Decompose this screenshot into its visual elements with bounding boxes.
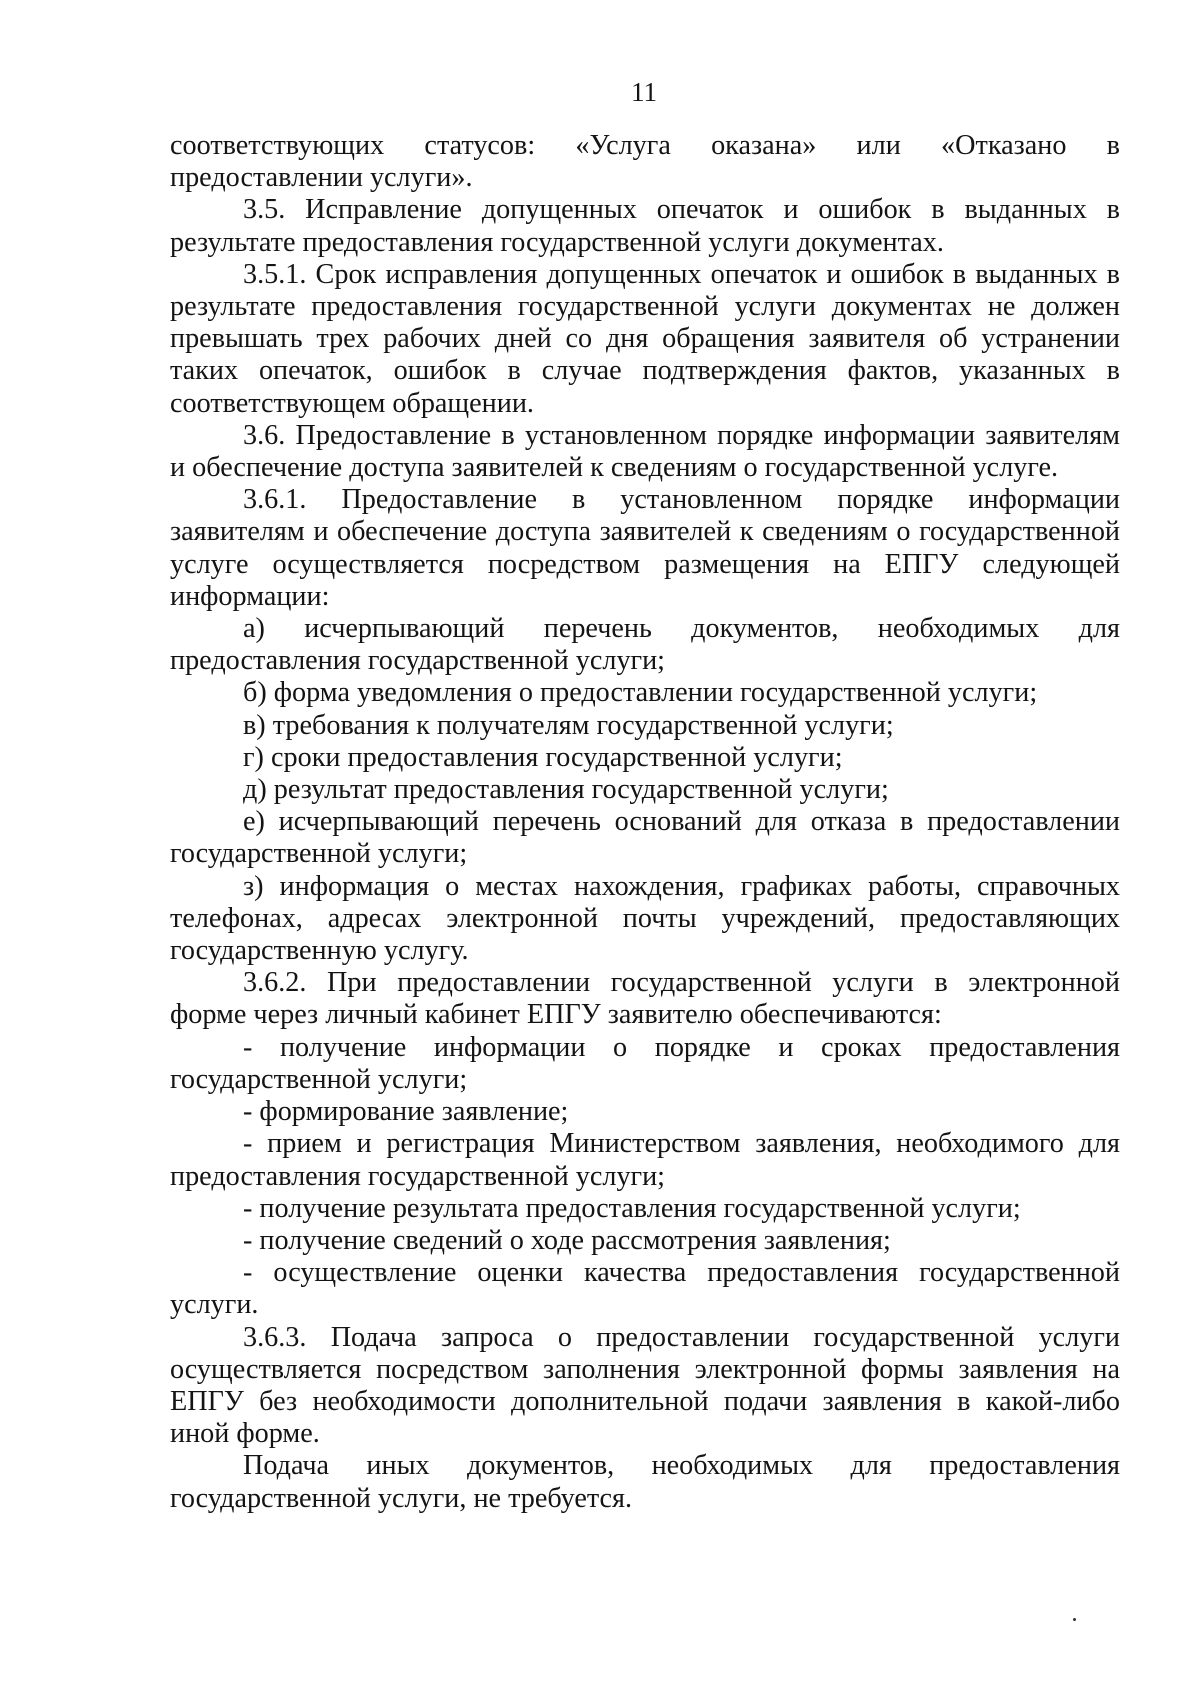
- paragraph: з) информация о местах нахождения, графиках работы, справочных телефонах, адресах электронной почты учреждений, предоставляющих государственную услугу.: [170, 870, 1120, 967]
- paragraph: - получение информации о порядке и сроках предоставления государственной услуги;: [170, 1031, 1120, 1095]
- paragraph: а) исчерпывающий перечень документов, необходимых для предоставления государственной услуги;: [170, 613, 1120, 677]
- paragraph: 3.5.1. Срок исправления допущенных опечаток и ошибок в выданных в результате предоставления государственной услуги документах не должен превышать трех рабочих дней со дня обращения заявителя об устранении таких опечаток, ошибок в случае подтверждения фактов, указанных в соответствующем обращении.: [170, 258, 1120, 419]
- paragraph: 3.6.3. Подача запроса о предоставлении государственной услуги осуществляется посредством заполнения электронной формы заявления на ЕПГУ без необходимости дополнительной подачи заявления в какой-либо иной форме.: [170, 1321, 1120, 1450]
- paragraph: соответствующих статусов: «Услуга оказана» или «Отказано в предоставлении услуги».: [170, 130, 1120, 194]
- paragraph: 3.6.1. Предоставление в установленном порядке информации заявителям и обеспечение доступа заявителей к сведениям о государственной услуге осуществляется посредством размещения на ЕПГУ следующей информации:: [170, 484, 1120, 612]
- paragraph: в) требования к получателям государственной услуги;: [243, 709, 894, 741]
- paragraph: - прием и регистрация Министерством заявления, необходимого для предоставления государственной услуги;: [170, 1128, 1120, 1192]
- paragraph: 3.6. Предоставление в установленном порядке информации заявителям и обеспечение доступа заявителей к сведениям о государственной услуге.: [170, 419, 1120, 484]
- paragraph: д) результат предоставления государственной услуги;: [243, 774, 889, 806]
- scan-artifact-dot: [1073, 1618, 1076, 1621]
- document-body: [170, 130, 1120, 1515]
- paragraph: 3.6.2. При предоставлении государственной услуги в электронной форме через личный кабинет ЕПГУ заявителю обеспечиваются:: [170, 967, 1120, 1031]
- paragraph: - формирование заявление;: [243, 1096, 569, 1128]
- page-number: 11: [631, 77, 657, 107]
- paragraph: - осуществление оценки качества предоставления государственной услуги.: [170, 1257, 1120, 1321]
- paragraph: Подача иных документов, необходимых для предоставления государственной услуги, не требуется.: [170, 1450, 1120, 1514]
- paragraph: б) форма уведомления о предоставлении государственной услуги;: [243, 677, 1038, 709]
- paragraph: - получение сведений о ходе рассмотрения заявления;: [243, 1224, 891, 1256]
- paragraph: 3.5. Исправление допущенных опечаток и ошибок в выданных в результате предоставления государственной услуги документах.: [170, 194, 1120, 258]
- paragraph: г) сроки предоставления государственной услуги;: [243, 741, 843, 773]
- paragraph: - получение результата предоставления государственной услуги;: [243, 1192, 1021, 1224]
- paragraph: е) исчерпывающий перечень оснований для отказа в предоставлении государственной услуги;: [170, 806, 1120, 870]
